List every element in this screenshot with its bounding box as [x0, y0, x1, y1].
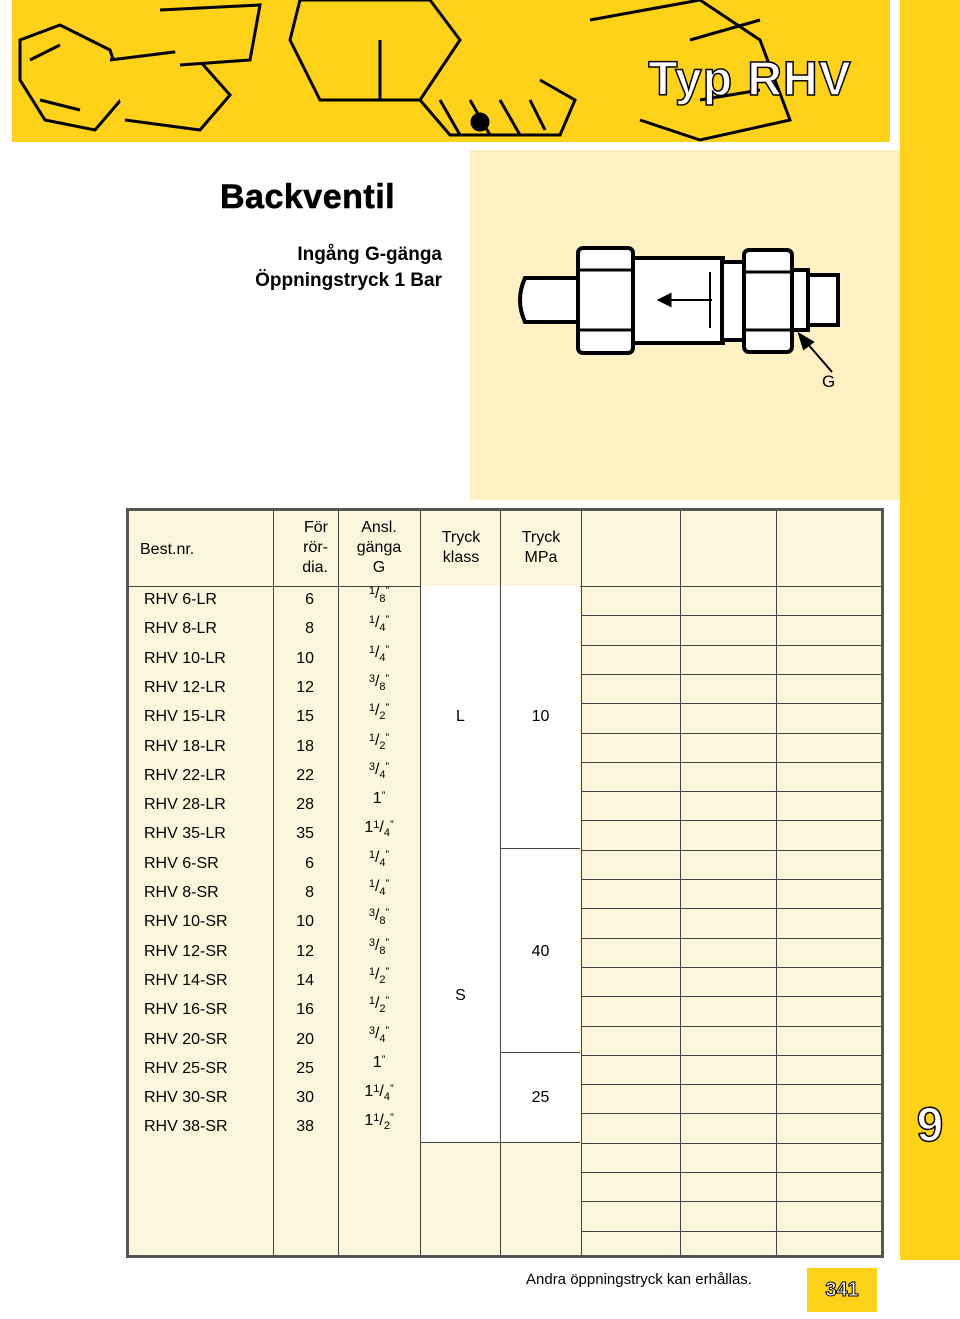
cell-ansl-ganga: [339, 789, 419, 810]
thread-numerator: 1: [368, 731, 375, 744]
row-line: [581, 1084, 881, 1085]
thread-unit: ”: [385, 614, 390, 627]
header-ror-dia: [274, 518, 334, 578]
cell-ansl-ganga: $^3/_8^”$: [368, 672, 390, 693]
thread-unit: ”: [385, 1024, 390, 1037]
cell-best-nr: RHV 16-SR: [144, 1001, 228, 1019]
row-line: [581, 820, 881, 821]
footer-note: Andra öppningstryck kan erhållas.: [526, 1271, 752, 1288]
cell-best-nr: RHV 12-SR: [144, 942, 228, 960]
header-tryck-mpa: [501, 528, 581, 568]
row-line: [581, 645, 881, 646]
header-ansl-ganga: [339, 518, 419, 578]
header-ansl-line: Ansl.: [361, 519, 397, 536]
cell-ansl-ganga: $1^1/_4^”$: [364, 819, 394, 840]
row-line: [581, 1201, 881, 1202]
cell-ror-dia: 10: [296, 649, 314, 667]
cell-ror-dia: 18: [296, 737, 314, 755]
subtitle-opening-pressure: Öppningstryck 1 Bar: [255, 270, 442, 291]
cell-best-nr: RHV 30-SR: [144, 1089, 228, 1107]
thread-unit: ”: [385, 643, 390, 656]
mpa-group-25: 25: [531, 1089, 550, 1106]
mpa-group-40: 40: [531, 943, 550, 960]
type-title: Typ RHV: [648, 53, 852, 106]
thread-denominator: 8: [379, 944, 386, 957]
row-line: [581, 791, 881, 792]
cell-best-nr: RHV 20-SR: [144, 1030, 228, 1048]
thread-whole: 1: [372, 1053, 382, 1071]
cell-best-nr: RHV 35-LR: [144, 825, 226, 843]
thread-unit: ”: [385, 965, 390, 978]
cell-ror-dia: 8: [305, 620, 314, 638]
page-number: 341: [807, 1268, 877, 1312]
cell-best-nr: RHV 14-SR: [144, 971, 228, 989]
klass-cell-block: [421, 586, 500, 1143]
thread-numerator: 3: [368, 760, 375, 773]
cell-ansl-ganga: $^1/_4^”$: [368, 614, 390, 635]
header-best-nr: Best.nr.: [140, 541, 195, 558]
row-line: [581, 1143, 881, 1144]
thread-numerator: 3: [368, 936, 375, 949]
header-mpa-line: Tryck: [521, 529, 561, 546]
cell-ansl-ganga: $^1/_2^”$: [368, 995, 390, 1016]
row-line: [581, 1231, 881, 1232]
thread-numerator: 3: [368, 672, 375, 685]
row-line: [581, 703, 881, 704]
row-line: [581, 879, 881, 880]
thread-unit: ”: [385, 878, 390, 890]
cell-best-nr: RHV 6-LR: [144, 591, 217, 608]
mpa-group-10: 10: [531, 708, 550, 725]
thread-numerator: 1: [368, 878, 375, 890]
header-ror-dia-line: För: [304, 519, 328, 536]
cell-ansl-ganga: $1^1/_2^”$: [364, 1112, 394, 1133]
thread-unit: ”: [385, 995, 390, 1008]
thread-whole: 1: [372, 790, 382, 808]
thread-denominator: 4: [379, 1032, 386, 1045]
thread-numerator: 1: [373, 819, 380, 832]
cell-ror-dia: 25: [296, 1059, 314, 1077]
cell-ror-dia: 6: [305, 591, 314, 608]
thread-denominator: 8: [379, 593, 386, 605]
cell-ror-dia: 28: [296, 796, 314, 814]
cell-ror-dia: 35: [296, 825, 314, 843]
thread-denominator: 4: [379, 622, 386, 635]
row-line: [581, 1026, 881, 1027]
thread-denominator: 2: [379, 739, 386, 752]
cell-best-nr: RHV 12-LR: [144, 678, 226, 696]
row-line: [581, 908, 881, 909]
cell-ror-dia: 12: [296, 678, 314, 696]
header-mpa-line: MPa: [524, 549, 558, 566]
cell-ror-dia: 6: [305, 854, 314, 872]
thread-numerator: 1: [368, 702, 375, 715]
thread-numerator: 1: [368, 995, 375, 1008]
row-line: [581, 1113, 881, 1114]
thread-numerator: 3: [368, 907, 375, 920]
row-line: [581, 850, 881, 851]
cell-ansl-ganga: $^1/_2^”$: [368, 965, 390, 986]
cell-ror-dia: 20: [296, 1030, 314, 1048]
klass-group-s: S: [455, 987, 466, 1004]
header-klass-line: klass: [442, 549, 480, 566]
thread-unit: ”: [381, 1053, 386, 1066]
thread-denominator: 2: [379, 1003, 386, 1016]
cell-ror-dia: 10: [296, 913, 314, 931]
thread-whole: 1: [364, 1112, 374, 1130]
thread-denominator: 8: [379, 680, 386, 693]
thread-numerator: 1: [368, 848, 375, 861]
thread-unit: ”: [385, 702, 390, 715]
thread-unit: ”: [389, 819, 394, 832]
cell-ror-dia: 8: [305, 884, 314, 901]
thread-unit: ”: [389, 1112, 394, 1125]
header-ansl-line: G: [372, 559, 386, 576]
row-line: [581, 733, 881, 734]
thread-numerator: 3: [368, 1024, 375, 1037]
cell-ansl-ganga: $^1/_4^”$: [368, 643, 390, 664]
thread-unit: ”: [385, 760, 390, 773]
thread-unit: ”: [385, 585, 390, 597]
cell-ansl-ganga: $1^1/_4^”$: [364, 1083, 394, 1104]
cell-ansl-ganga: [339, 1053, 419, 1074]
cell-best-nr: RHV 15-LR: [144, 708, 226, 726]
thread-denominator: 4: [379, 768, 386, 781]
thread-denominator: 2: [383, 1120, 390, 1133]
diagram-thread-label: G: [822, 372, 836, 391]
header-klass-line: Tryck: [441, 529, 481, 546]
row-line: [581, 938, 881, 939]
cell-ansl-ganga: $^1/_2^”$: [368, 702, 390, 723]
cell-best-nr: RHV 10-LR: [144, 649, 226, 667]
cell-ansl-ganga: $^1/_4^”$: [368, 878, 390, 898]
subtitle-inlet-thread: Ingång G-gänga: [297, 244, 442, 265]
cell-ansl-ganga: $^3/_4^”$: [368, 1024, 390, 1045]
header-tryck-klass: [421, 528, 501, 568]
thread-unit: ”: [385, 672, 390, 685]
mpa-group-divider: [501, 1052, 580, 1053]
section-number: 9: [916, 1099, 944, 1152]
cell-ansl-ganga: $^3/_4^”$: [368, 760, 390, 781]
cell-ansl-ganga: $^1/_8^”$: [368, 585, 390, 605]
row-line: [581, 996, 881, 997]
cell-best-nr: RHV 8-LR: [144, 620, 217, 638]
thread-denominator: 4: [383, 1091, 390, 1104]
thread-denominator: 8: [379, 915, 386, 928]
thread-unit: ”: [385, 936, 390, 949]
thread-numerator: 1: [368, 585, 375, 597]
thread-numerator: 1: [368, 643, 375, 656]
thread-denominator: 4: [379, 651, 386, 664]
cell-best-nr: RHV 10-SR: [144, 913, 228, 931]
row-line: [581, 1055, 881, 1056]
cell-best-nr: RHV 28-LR: [144, 796, 226, 814]
cell-best-nr: RHV 18-LR: [144, 737, 226, 755]
cell-best-nr: RHV 6-SR: [144, 854, 219, 872]
row-line: [581, 967, 881, 968]
cell-ror-dia: 22: [296, 766, 314, 784]
cell-ror-dia: 30: [296, 1089, 314, 1107]
cell-best-nr: RHV 38-SR: [144, 1118, 228, 1136]
thread-whole: 1: [364, 1083, 374, 1101]
cell-ror-dia: 14: [296, 971, 314, 989]
header-ansl-line: gänga: [356, 539, 402, 556]
cell-ror-dia: 38: [296, 1118, 314, 1136]
thread-denominator: 2: [379, 710, 386, 723]
thread-denominator: 4: [379, 886, 386, 898]
cell-ansl-ganga: $^1/_4^”$: [368, 848, 390, 869]
thread-numerator: 1: [368, 965, 375, 978]
cell-ror-dia: 12: [296, 942, 314, 960]
row-line: [581, 1172, 881, 1173]
thread-unit: ”: [385, 731, 390, 744]
cell-ansl-ganga: $^3/_8^”$: [368, 936, 390, 957]
thread-denominator: 2: [379, 973, 386, 986]
cell-best-nr: RHV 25-SR: [144, 1059, 228, 1077]
row-line: [581, 615, 881, 616]
klass-group-l: L: [456, 708, 465, 725]
product-table: [126, 508, 884, 1258]
cell-ror-dia: 15: [296, 708, 314, 726]
thread-whole: 1: [364, 819, 374, 837]
header-ror-dia-line: rör-: [303, 539, 328, 556]
row-line: [581, 674, 881, 675]
thread-numerator: 1: [373, 1083, 380, 1096]
thread-numerator: 1: [368, 614, 375, 627]
cell-ansl-ganga: $^3/_8^”$: [368, 907, 390, 928]
header-ror-dia-line: dia.: [302, 559, 328, 576]
thread-numerator: 1: [373, 1112, 380, 1125]
cell-ansl-ganga: $^1/_2^”$: [368, 731, 390, 752]
page-title: Backventil: [220, 178, 396, 216]
thread-denominator: 4: [383, 827, 390, 840]
cell-ror-dia: 16: [296, 1001, 314, 1019]
thread-unit: ”: [385, 848, 390, 861]
row-line: [581, 762, 881, 763]
thread-denominator: 4: [379, 856, 386, 869]
mpa-cell-block: [501, 586, 580, 1143]
cell-best-nr: RHV 8-SR: [144, 884, 219, 901]
thread-unit: ”: [381, 790, 386, 803]
cell-best-nr: RHV 22-LR: [144, 766, 226, 784]
thread-unit: ”: [385, 907, 390, 920]
mpa-group-divider: [501, 848, 580, 849]
thread-unit: ”: [389, 1083, 394, 1096]
